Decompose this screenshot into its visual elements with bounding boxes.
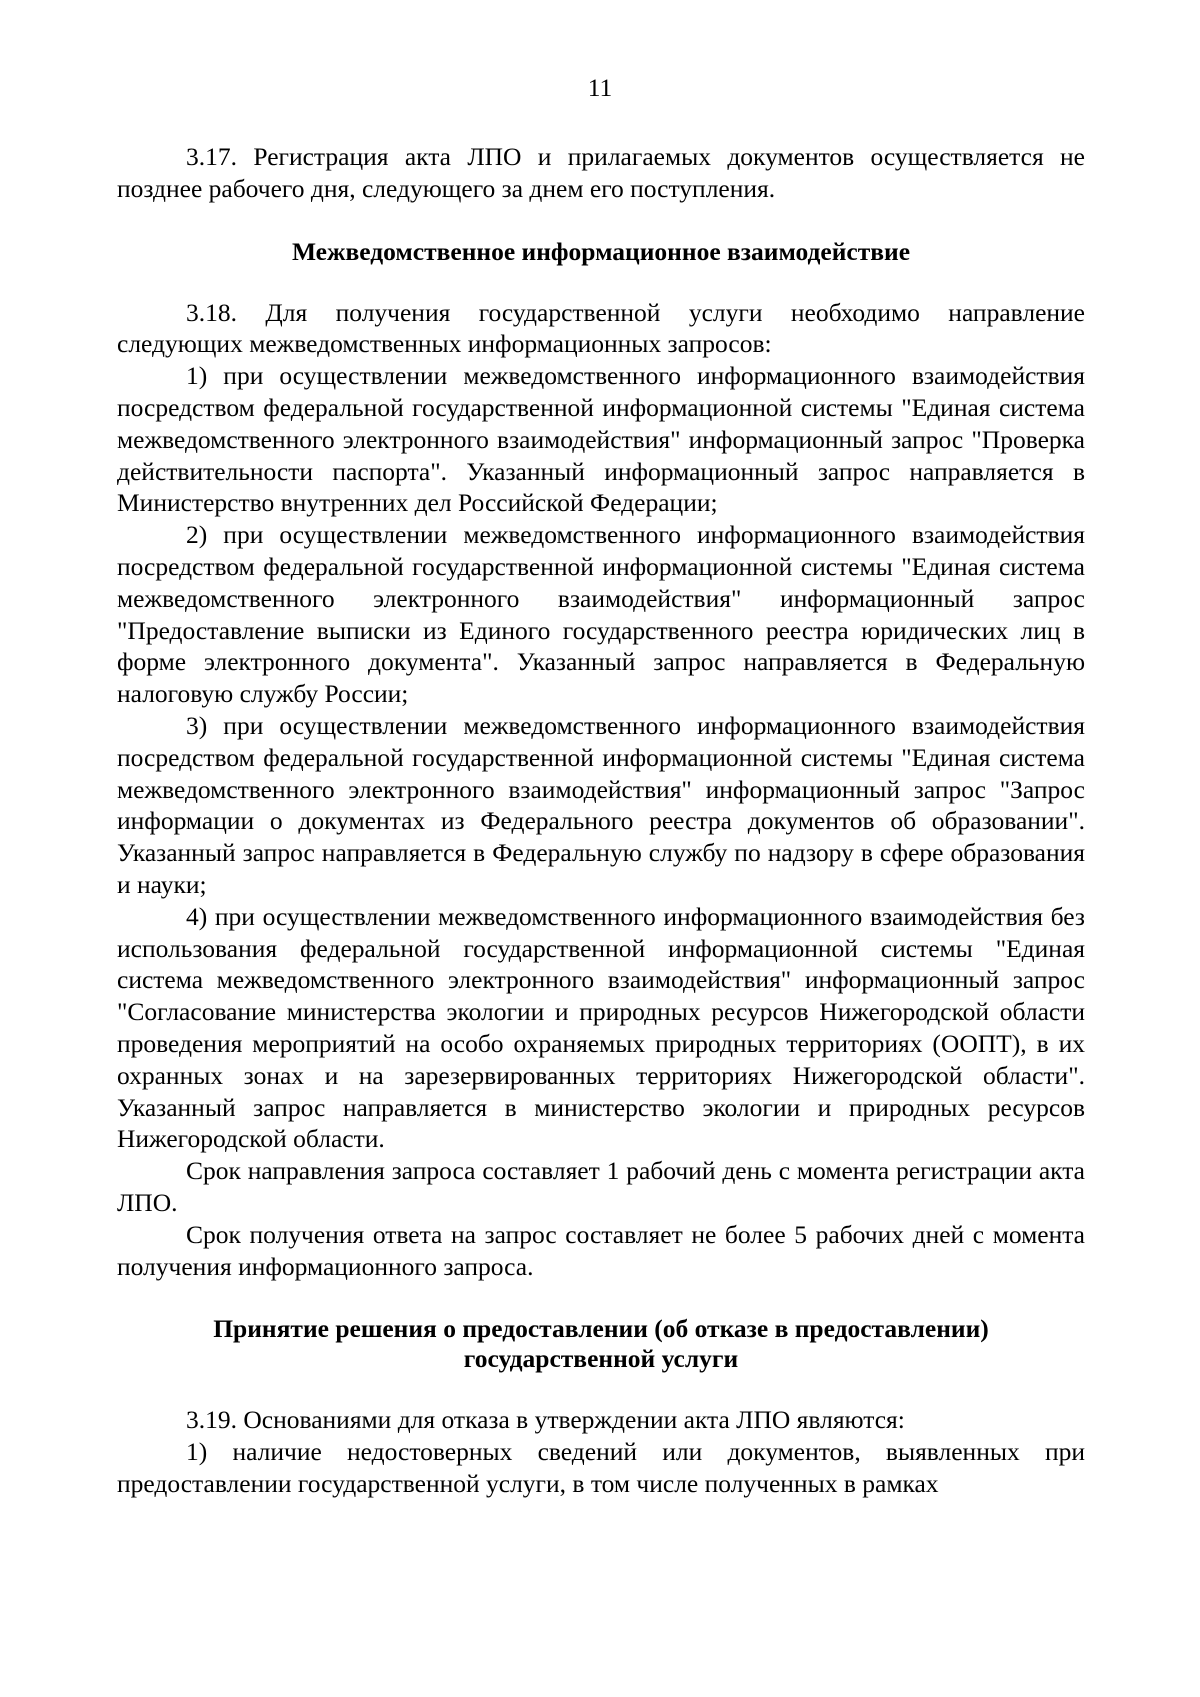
request-item-3: 3) при осуществлении межведомственного информационного взаимодействия посредством федеральной государственной информационной системы "Единая система межведомственного электронного взаимодействия" информационный запрос "Запрос информации о документах из Федерального реестра документов об образовании". Указанный запрос направляется в Федеральную службу по надзору в сфере образования и науки; <box>117 710 1085 899</box>
paragraph-3-19: 3.19. Основаниями для отказа в утверждении акта ЛПО являются: <box>186 1405 905 1435</box>
section-heading-decision-line1: Принятие решения о предоставлении (об отказе в предоставлении) <box>213 1314 989 1344</box>
request-item-2: 2) при осуществлении межведомственного информационного взаимодействия посредством федеральной государственной информационной системы "Единая система межведомственного электронного взаимодействия" информационный запрос "Предоставление выписки из Единого государственного реестра юридических лиц в форме электронного документа". Указанный запрос направляется в Федеральную налоговую службу России; <box>117 520 1085 709</box>
section-heading-decision <box>117 1314 1085 1374</box>
paragraph-response-deadline: Срок получения ответа на запрос составляет не более 5 рабочих дней с момента получения информационного запроса. <box>117 1219 1085 1281</box>
request-item-4: 4) при осуществлении межведомственного информационного взаимодействия без использования федеральной государственной информационной системы "Единая система межведомственного электронного взаимодействия" информационный запрос "Согласование министерства экологии и природных ресурсов Нижегородской области проведения мероприятий на особо охраняемых природных территориях (ООПТ), в их охранных зонах и на зарезервированных территориях Нижегородской области". Указанный запрос направляется в министерство экологии и природных ресурсов Нижегородской области. <box>117 901 1085 1154</box>
page-number: 11 <box>587 73 613 102</box>
paragraph-request-deadline: Срок направления запроса составляет 1 рабочий день с момента регистрации акта ЛПО. <box>117 1156 1085 1217</box>
request-item-1: 1) при осуществлении межведомственного информационного взаимодействия посредством федеральной государственной информационной системы "Единая система межведомственного электронного взаимодействия" информационный запрос "Проверка действительности паспорта". Указанный информационный запрос направляется в Министерство внутренних дел Российской Федерации; <box>117 361 1085 518</box>
paragraph-3-17: 3.17. Регистрация акта ЛПО и прилагаемых документов осуществляется не позднее рабочего дня, следующего за днем его поступления. <box>117 142 1085 203</box>
paragraph-3-18: 3.18. Для получения государственной услуги необходимо направление следующих межведомственных информационных запросов: <box>117 297 1085 359</box>
section-heading-decision-line2: государственной услуги <box>463 1344 739 1374</box>
section-heading-interagency: Межведомственное информационное взаимодействие <box>291 236 911 266</box>
paragraph-3-19-item-1: 1) наличие недостоверных сведений или документов, выявленных при предоставлении государственной услуги, в том числе полученных в рамках <box>117 1437 1085 1498</box>
document-body <box>117 141 1085 1500</box>
